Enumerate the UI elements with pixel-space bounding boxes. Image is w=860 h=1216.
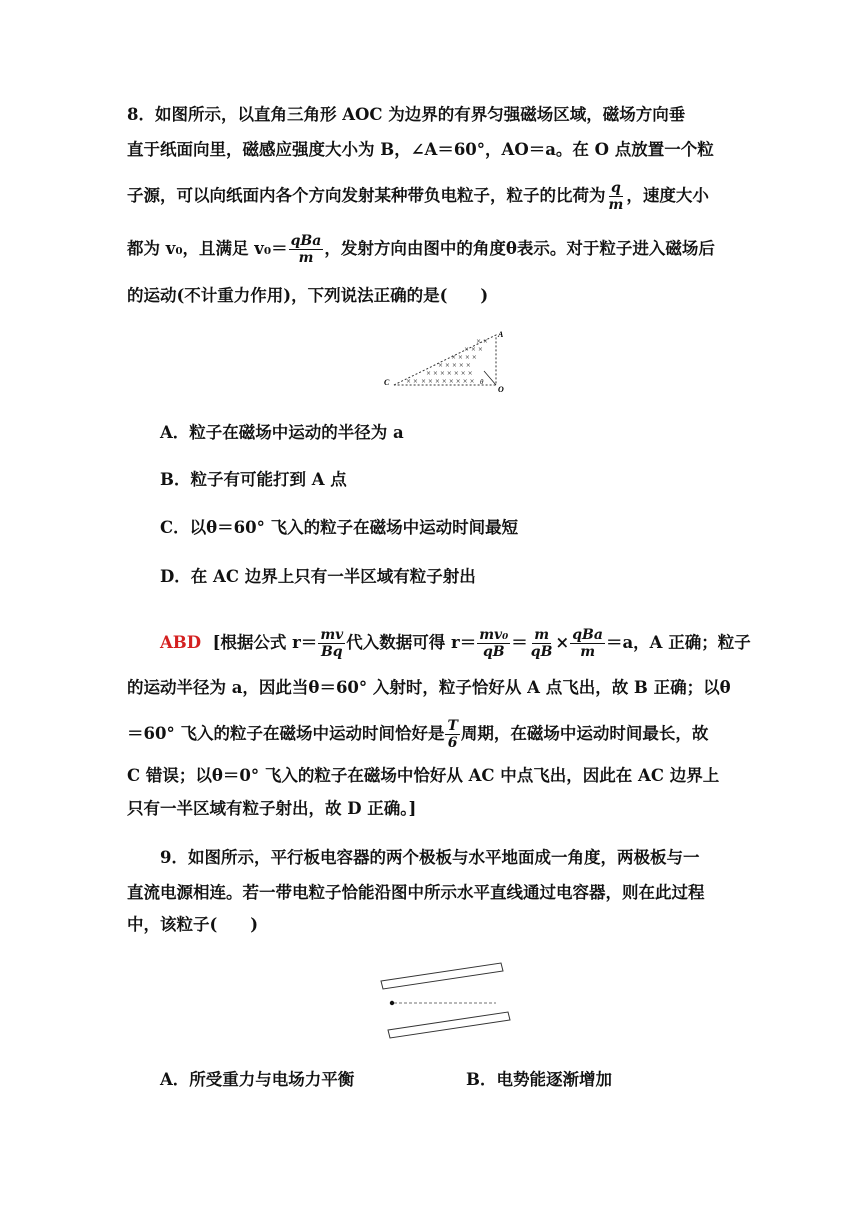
svg-text:× × ×: × × × xyxy=(464,346,483,353)
fraction-numerator: T xyxy=(447,718,458,734)
fraction-numerator: m xyxy=(534,627,550,643)
charged-particle xyxy=(390,1001,394,1005)
q8-line-3-text: 子源，可以向纸面内各个方向发射某种带负电粒子，粒子的比荷为 xyxy=(127,186,606,205)
svg-text:× × × × × × ×: × × × × × × × xyxy=(426,370,473,377)
answer-l1-a: [根据公式 r＝ xyxy=(212,633,318,652)
charge-mass-fraction xyxy=(607,180,626,213)
answer-l3-a: ＝60° 飞入的粒子在磁场中运动时间恰好是 xyxy=(127,724,445,743)
q8-line-3 xyxy=(127,180,733,213)
q9-option-a: A．所受重力与电场力平衡 xyxy=(160,1070,355,1089)
fraction-numerator: mv xyxy=(320,627,344,643)
label-o: O xyxy=(498,385,504,394)
answer-key: ABD xyxy=(160,633,202,652)
q8-option-d: D．在 AC 边界上只有一半区域有粒子射出 xyxy=(160,567,476,586)
label-c: C xyxy=(384,378,390,387)
lower-plate xyxy=(388,1012,510,1038)
fraction-numerator: qBa xyxy=(290,233,322,249)
q8-option-b: B．粒子有可能打到 A 点 xyxy=(160,470,347,489)
q8-line-4 xyxy=(127,233,733,266)
equals-sign: ＝ xyxy=(511,633,528,652)
answer-line-4: C 错误；以θ＝0° 飞入的粒子在磁场中恰好从 AC 中点飞出，因此在 AC 边界上 xyxy=(127,766,720,785)
answer-line-2: 的运动半径为 a，因此当θ＝60° 入射时，粒子恰好从 A 点飞出，故 B 正确；以θ xyxy=(127,678,731,697)
radius-formula-fraction xyxy=(318,627,345,660)
label-a: A xyxy=(498,330,504,339)
answer-l3-b: 周期，在磁场中运动时间最长，故 xyxy=(460,724,709,743)
emission-arrow xyxy=(484,371,496,385)
fraction-numerator: mv₀ xyxy=(479,627,509,643)
q8-option-a: A．粒子在磁场中运动的半径为 a xyxy=(160,423,404,442)
svg-text:× ×: × × xyxy=(476,338,488,345)
q8-line-4-tail: ，发射方向由图中的角度θ表示。对于粒子进入磁场后 xyxy=(324,239,715,258)
q8-line-1: 8．如图所示，以直角三角形 AOC 为边界的有界匀强磁场区域，磁场方向垂 xyxy=(127,105,686,124)
q8-line-2: 直于纸面向里，磁感应强度大小为 B，∠A＝60°，AO＝a。在 O 点放置一个粒 xyxy=(127,140,714,159)
q9-option-b: B．电势能逐渐增加 xyxy=(466,1070,612,1089)
triangle-field-figure xyxy=(376,327,516,397)
label-theta: θ xyxy=(480,378,484,386)
answer-l1-e: ＝a，A 正确；粒子 xyxy=(605,633,751,652)
answer-l1-b: 代入数据可得 r＝ xyxy=(346,633,477,652)
q9-line-2: 直流电源相连。若一带电粒子恰能沿图中所示水平直线通过电容器，则在此过程 xyxy=(127,883,705,902)
upper-plate xyxy=(381,963,503,989)
capacitor-figure xyxy=(378,958,518,1044)
q9-line-3: 中，该粒子( ) xyxy=(127,915,259,934)
times-sign: × xyxy=(555,633,570,652)
fraction-denominator: m xyxy=(608,197,624,213)
fraction-denominator: Bq xyxy=(320,644,343,660)
answer-line-5: 只有一半区域有粒子射出，故 D 正确。] xyxy=(127,799,417,818)
svg-text:× × × × × × × ×: × × × × × × × × xyxy=(421,378,475,385)
m-over-qb-fraction xyxy=(529,627,555,660)
svg-text:× ×: × × xyxy=(406,378,418,385)
field-cross-marks xyxy=(406,338,488,385)
q8-line-5: 的运动(不计重力作用)，下列说法正确的是( ) xyxy=(127,286,489,305)
q8-line-4-text: 都为 v₀，且满足 v₀＝ xyxy=(127,239,288,258)
fraction-denominator: qB xyxy=(530,644,553,660)
fraction-denominator: 6 xyxy=(447,735,458,751)
q8-option-c: C．以θ＝60° 飞入的粒子在磁场中运动时间最短 xyxy=(160,518,519,537)
velocity-fraction xyxy=(289,233,324,266)
q8-line-3-tail: ，速度大小 xyxy=(626,186,709,205)
qba-over-m-fraction xyxy=(570,627,605,660)
fraction-numerator: q xyxy=(611,180,621,196)
substitution-fraction xyxy=(477,627,510,660)
fraction-denominator: m xyxy=(580,644,596,660)
fraction-numerator: qBa xyxy=(572,627,603,643)
svg-text:× × × ×: × × × × xyxy=(451,354,477,361)
fraction-denominator: qB xyxy=(482,644,505,660)
period-fraction xyxy=(445,718,459,751)
answer-line-3 xyxy=(127,718,733,751)
q9-line-1: 9．如图所示，平行板电容器的两个极板与水平地面成一角度，两极板与一 xyxy=(160,848,700,867)
answer-line-1 xyxy=(160,627,751,660)
svg-text:× × × × ×: × × × × × xyxy=(438,362,471,369)
fraction-denominator: m xyxy=(298,250,314,266)
